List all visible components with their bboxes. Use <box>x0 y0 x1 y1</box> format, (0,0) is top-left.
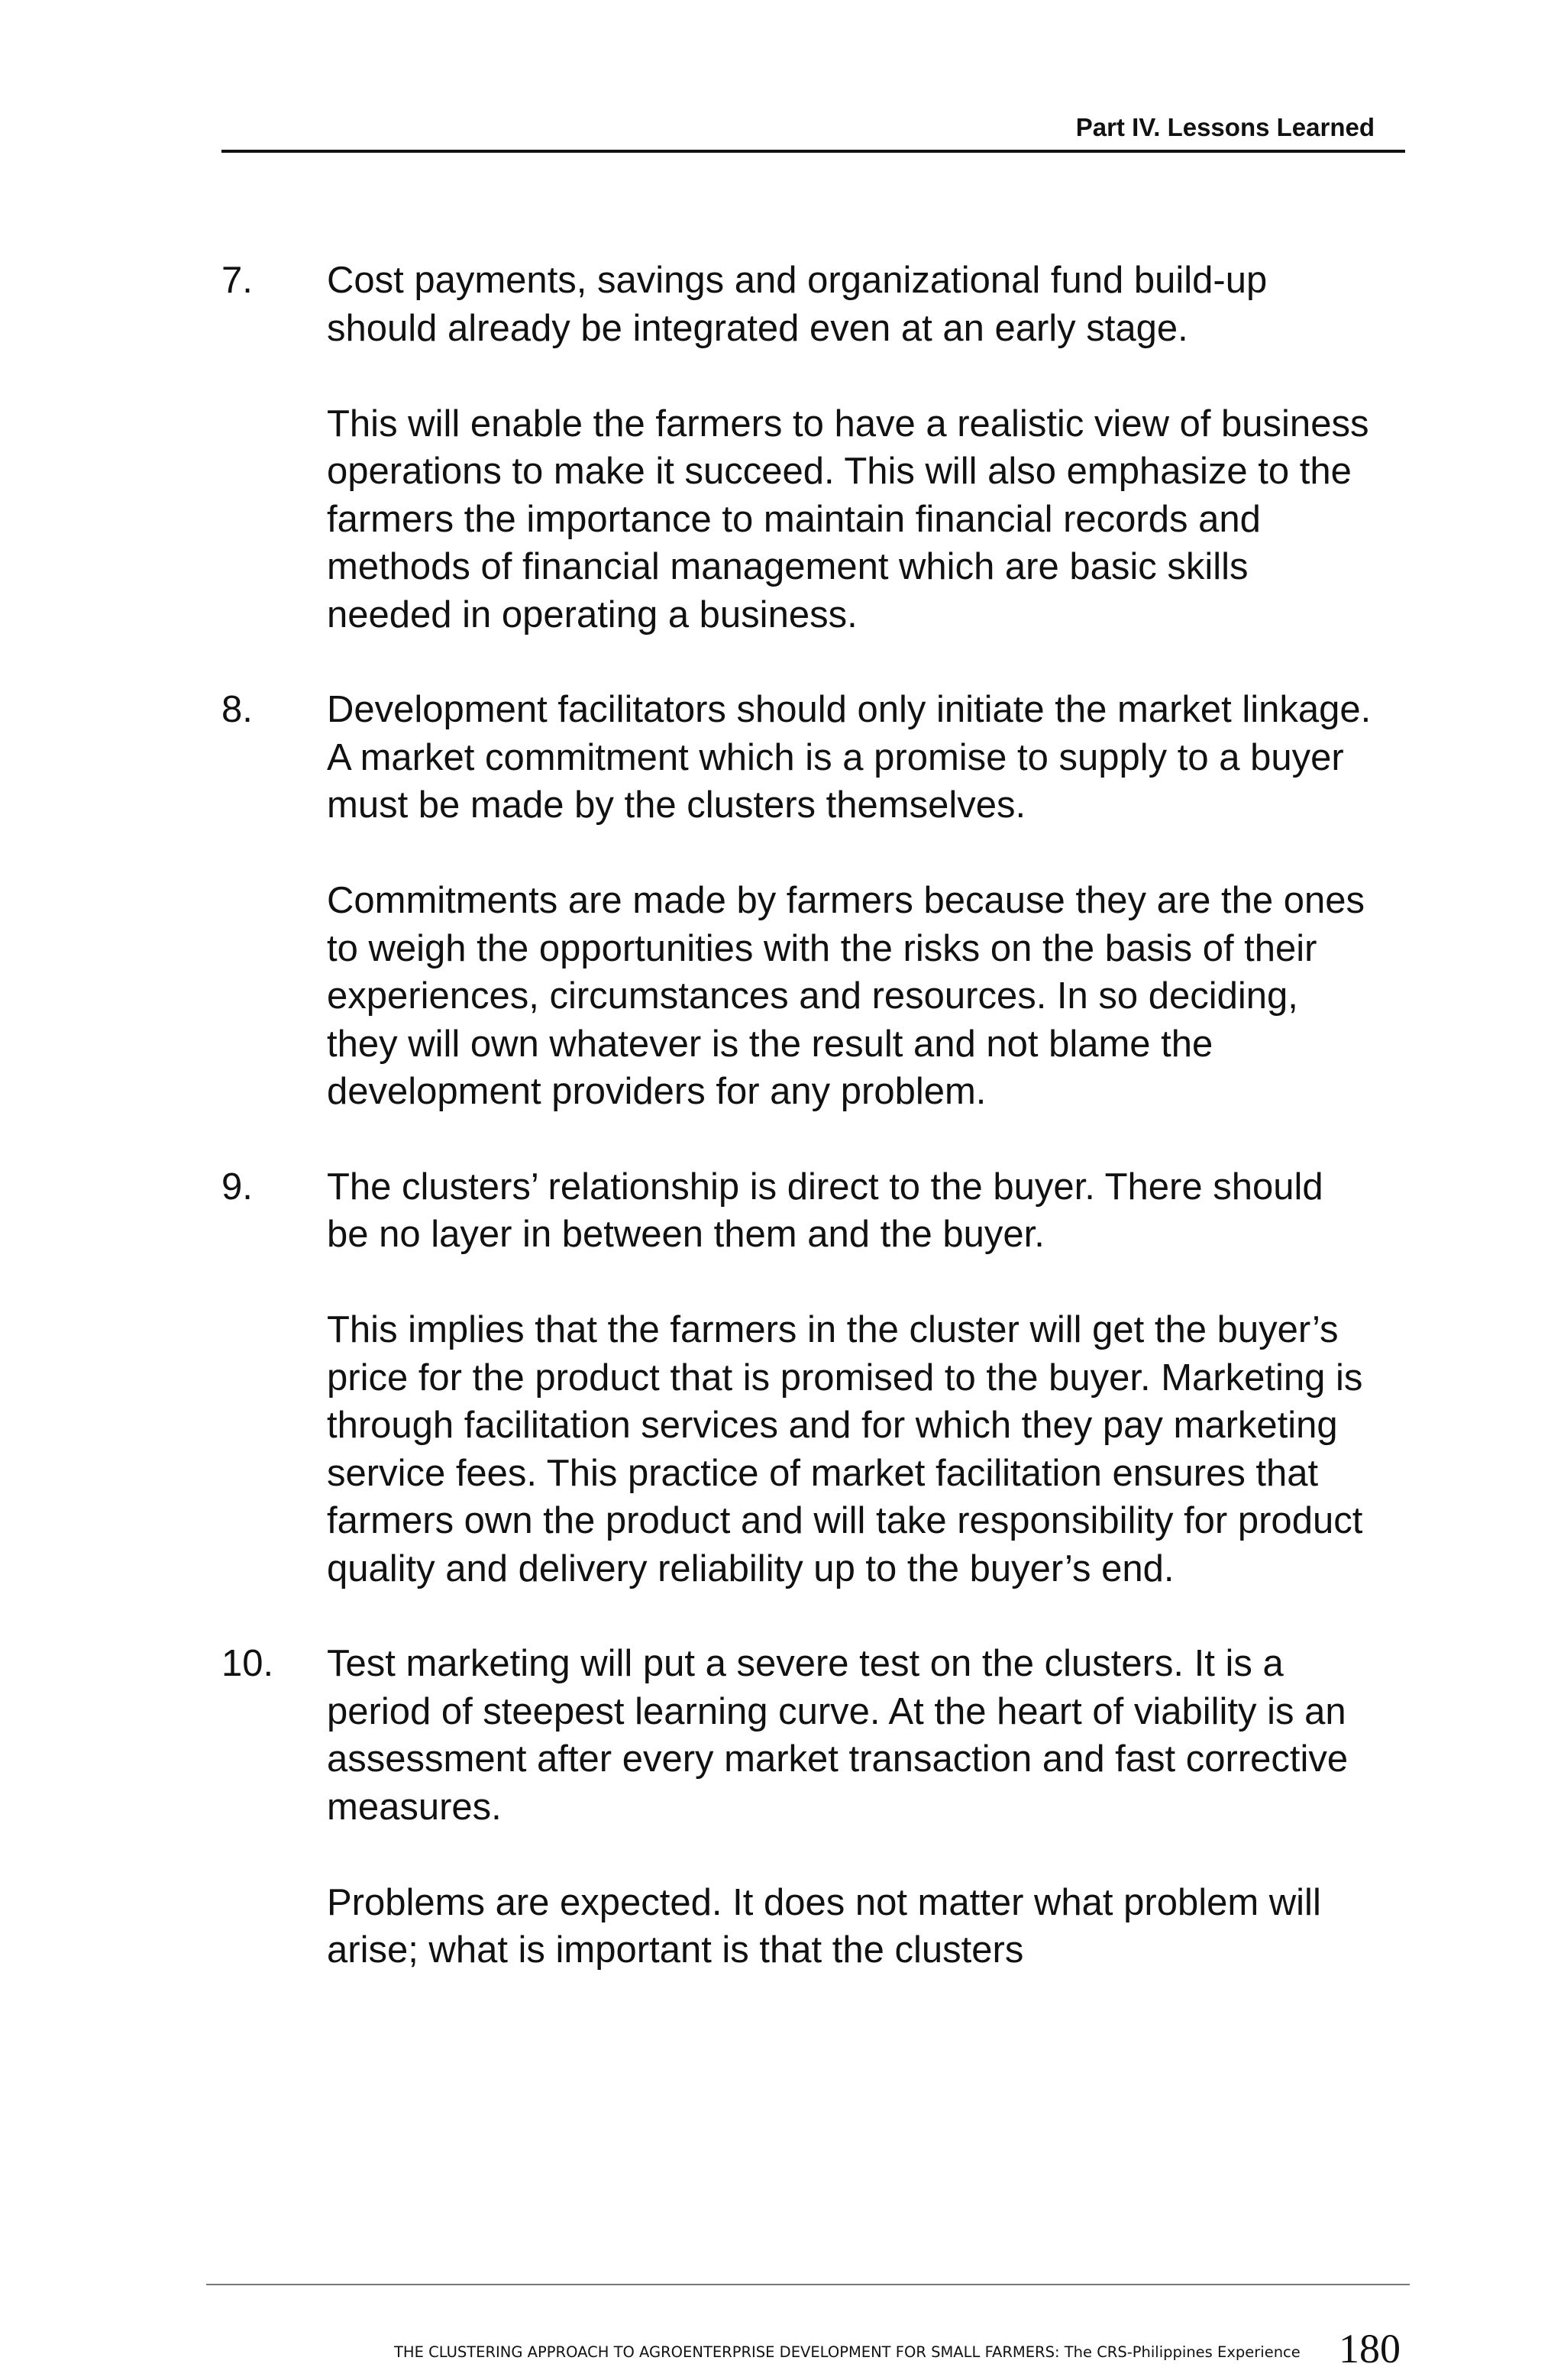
lesson-item-10 <box>221 1640 1405 1974</box>
running-header-title: Part IV. Lessons Learned <box>1075 113 1375 141</box>
header-divider <box>221 150 1405 153</box>
lesson-lead: Development facilitators should only initiate the market linkage. A market commitment which is a promise to supply to a buyer must be made by the clusters themselves. <box>327 689 1372 826</box>
lesson-item-8 <box>221 686 1405 1116</box>
page-number: 180 <box>1339 2326 1401 2372</box>
lesson-body <box>327 1640 1373 1974</box>
lessons-list <box>221 257 1405 2022</box>
lesson-item-7 <box>221 257 1405 639</box>
lesson-detail: This implies that the farmers in the cluster will get the buyer’s price for the product that is promised to the buyer. Marketing is through facilitation services and for which they pay marketing service fees. This practice of market facilitation ensures that farmers own the product and will take responsibility for product quality and delivery reliability up to the buyer’s end. <box>327 1309 1363 1589</box>
footer-divider <box>206 2284 1410 2285</box>
lesson-body <box>327 1163 1373 1593</box>
lesson-detail: Commitments are made by farmers because they are the ones to weigh the opportunities with the risks on the basis of their experiences, circumstances and resources. In so deciding, they will own whatever is the result and not blame the development providers for any problem. <box>327 880 1365 1112</box>
lesson-body <box>327 257 1373 639</box>
lesson-number: 9. <box>221 1166 253 1208</box>
lesson-lead: The clusters’ relationship is direct to the buyer. There should be no layer in between them and the buyer. <box>327 1166 1323 1255</box>
lesson-body <box>327 686 1373 1116</box>
lesson-number: 7. <box>221 260 253 301</box>
lesson-detail: This will enable the farmers to have a realistic view of business operations to make it succeed. This will also emphasize to the farmers the importance to maintain financial records and methods of financial management which are basic skills needed in operating a business. <box>327 403 1369 635</box>
lesson-item-9 <box>221 1163 1405 1593</box>
lesson-lead: Cost payments, savings and organizational fund build-up should already be integrated even at an early stage. <box>327 260 1268 349</box>
lesson-number: 8. <box>221 689 253 730</box>
lesson-lead: Test marketing will put a severe test on the clusters. It is a period of steepest learning curve. At the heart of viability is an assessment after every market transaction and fast corrective measures. <box>327 1643 1349 1828</box>
lesson-detail: Problems are expected. It does not matter what problem will arise; what is important is that the clusters <box>327 1881 1321 1971</box>
footer-book-title: THE CLUSTERING APPROACH TO AGROENTERPRISE DEVELOPMENT FOR SMALL FARMERS: The CRS-Philippines Experience <box>394 2343 1301 2361</box>
lesson-number: 10. <box>221 1643 274 1684</box>
